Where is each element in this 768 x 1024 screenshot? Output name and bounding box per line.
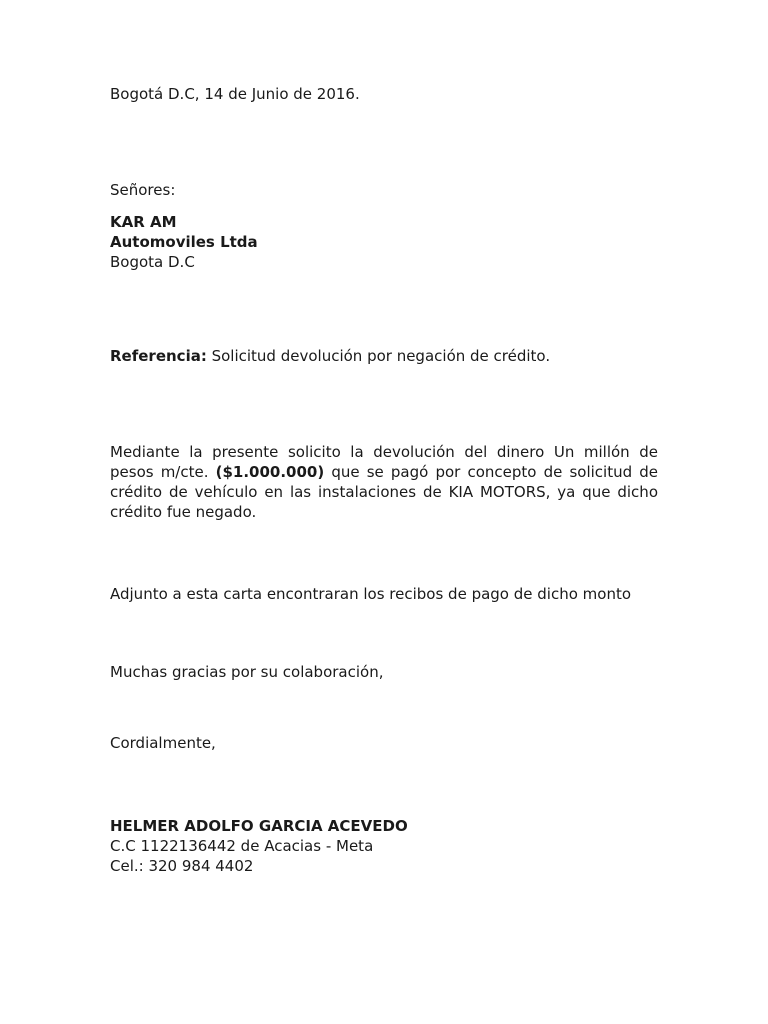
body-paragraph (110, 442, 658, 522)
attachment-note: Adjunto a esta carta encontraran los recibos de pago de dicho monto (110, 585, 632, 603)
salutation-to: Señores: (110, 181, 176, 199)
body-amount: ($1.000.000) (215, 463, 325, 481)
closing-line: Cordialmente, (110, 734, 216, 752)
date-line: Bogotá D.C, 14 de Junio de 2016. (110, 85, 360, 103)
recipient-name: KAR AM (110, 213, 177, 231)
signature-name: HELMER ADOLFO GARCIA ACEVEDO (110, 817, 408, 835)
body-part2: que se pagó por concepto de solicitud de crédito de vehículo en las instalaciones de KIA MOTORS, ya que dicho crédito fue negado. (110, 463, 658, 521)
thanks-line: Muchas gracias por su colaboración, (110, 663, 384, 681)
reference-label: Referencia: (110, 347, 207, 365)
reference-line (110, 346, 550, 366)
body-part1: Mediante la presente solicito la devolución del dinero Un millón de pesos m/cte. (110, 443, 658, 481)
recipient-city: Bogota D.C (110, 253, 195, 271)
reference-text: Solicitud devolución por negación de crédito. (206, 347, 551, 365)
recipient-company: Automoviles Ltda (110, 233, 258, 251)
signature-phone: Cel.: 320 984 4402 (110, 857, 254, 875)
signature-id: C.C 1122136442 de Acacias - Meta (110, 837, 374, 855)
